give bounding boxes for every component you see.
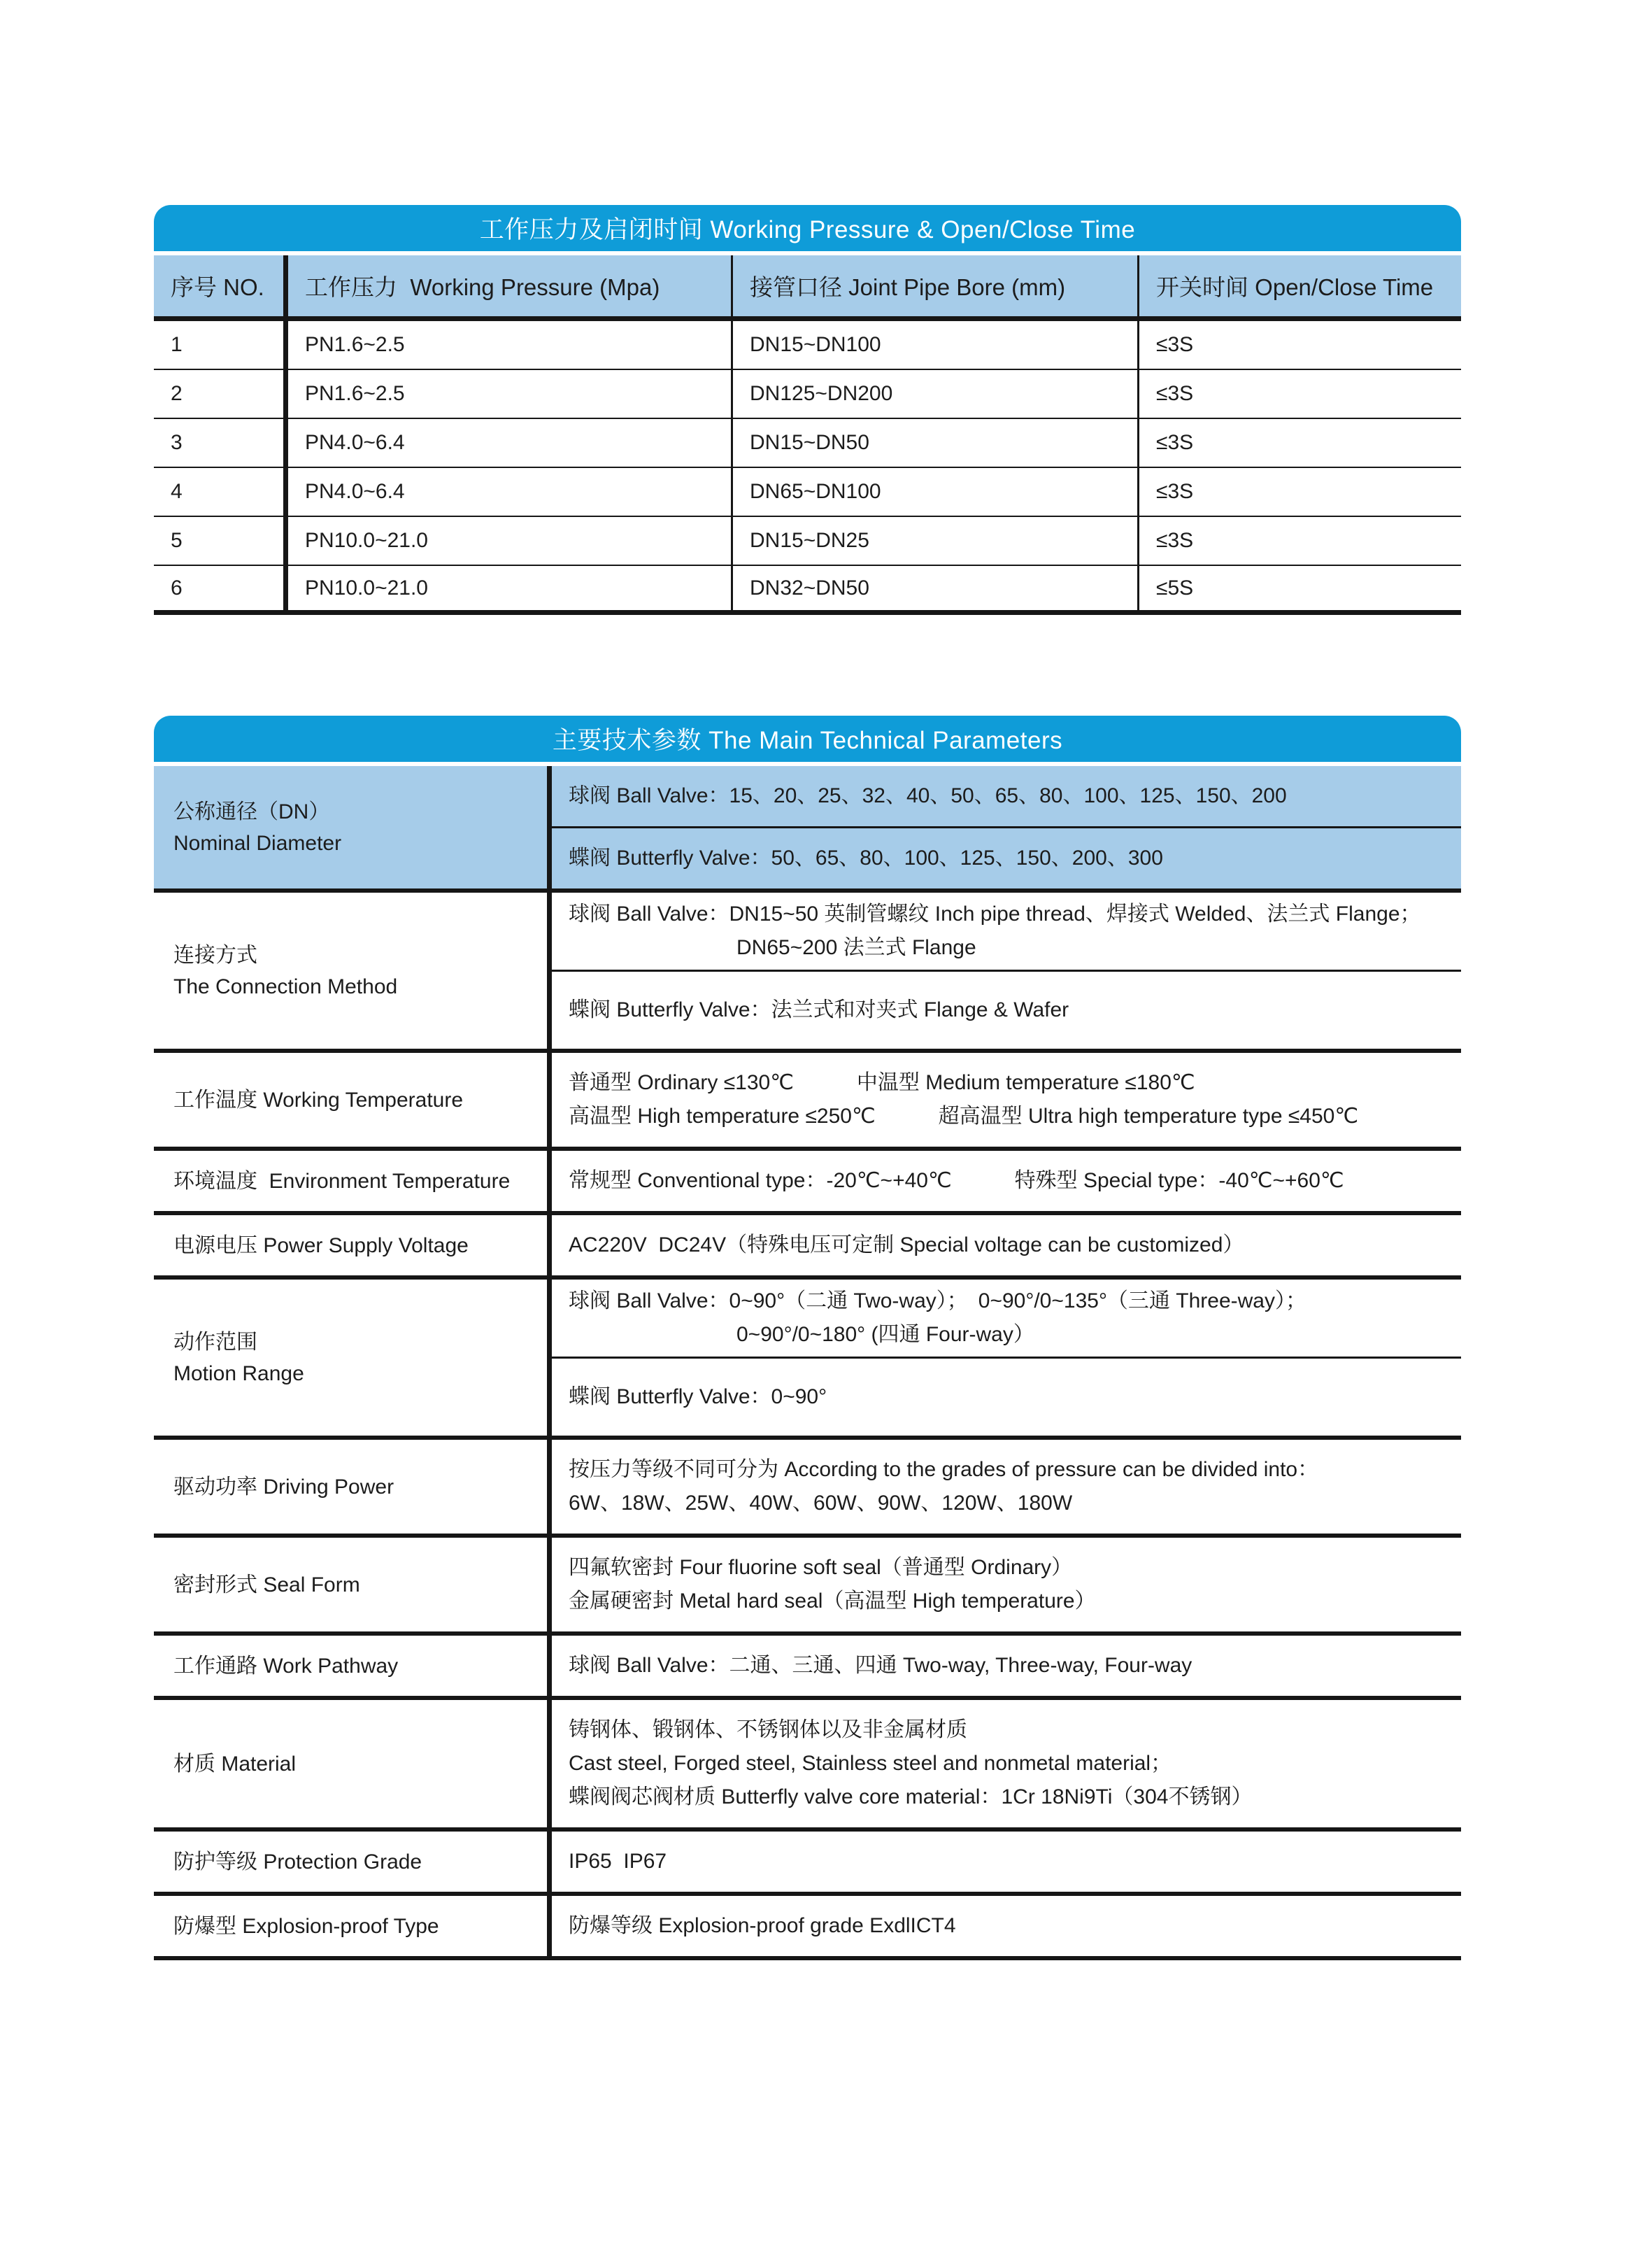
parameter-subcell bbox=[552, 1359, 1461, 1436]
table2-row bbox=[154, 1215, 1461, 1280]
table1-cell: ≤3S bbox=[1156, 480, 1194, 503]
table2-row bbox=[154, 1832, 1461, 1896]
table1-cell: ≤3S bbox=[1156, 333, 1194, 356]
table1-cell: 4 bbox=[154, 468, 288, 516]
parameter-label-line: 工作温度 Working Temperature bbox=[173, 1088, 464, 1112]
parameter-label bbox=[154, 1215, 552, 1275]
parameter-label-line: 环境温度 Environment Temperature bbox=[173, 1169, 511, 1193]
parameter-value bbox=[552, 766, 1461, 888]
table2-row bbox=[154, 766, 1461, 893]
table1-cell: PN1.6~2.5 bbox=[288, 321, 733, 369]
parameter-text-line: 普通型 Ordinary ≤130℃ 中温型 Medium temperature ≤180℃ bbox=[569, 1071, 1195, 1094]
table1-row bbox=[154, 419, 1461, 468]
parameter-label bbox=[154, 1440, 552, 1534]
table2-row bbox=[154, 1151, 1461, 1215]
parameter-text-line: 球阀 Ball Valve：DN15~50 英制管螺纹 Inch pipe thread、焊接式 Welded、法兰式 Flange； bbox=[569, 902, 1421, 926]
table1-header-row bbox=[154, 255, 1461, 321]
parameter-subcell bbox=[552, 1215, 1461, 1275]
table1-cell: 6 bbox=[154, 566, 288, 610]
table1-row bbox=[154, 468, 1461, 517]
parameter-subcell bbox=[552, 1832, 1461, 1892]
parameter-text-line: 球阀 Ball Valve：二通、三通、四通 Two-way, Three-way, Four-way bbox=[569, 1654, 1192, 1677]
parameter-text-line: 球阀 Ball Valve：15、20、25、32、40、50、65、80、100、125、150、200 bbox=[569, 784, 1287, 807]
parameter-subcell bbox=[552, 1440, 1461, 1534]
parameter-label-line: 连接方式 bbox=[173, 943, 257, 967]
parameter-text-line: 四氟软密封 Four fluorine soft seal（普通型 Ordinary） bbox=[569, 1556, 1073, 1579]
parameter-label-line: Motion Range bbox=[173, 1361, 304, 1385]
parameter-label-line: 防护等级 Protection Grade bbox=[173, 1850, 422, 1874]
working-pressure-table bbox=[154, 205, 1461, 615]
parameter-subcell bbox=[552, 1538, 1461, 1631]
table1-cell: PN4.0~6.4 bbox=[288, 468, 733, 516]
table1-body bbox=[154, 321, 1461, 615]
parameter-label bbox=[154, 1896, 552, 1956]
parameter-value bbox=[552, 1053, 1461, 1147]
parameter-label bbox=[154, 1636, 552, 1696]
parameter-subcell bbox=[552, 1053, 1461, 1147]
table1-row bbox=[154, 566, 1461, 615]
table1-cell: ≤3S bbox=[1156, 382, 1194, 405]
parameter-label-line: 动作范围 bbox=[173, 1330, 257, 1354]
parameter-text-line: 蝶阀 Butterfly Valve：法兰式和对夹式 Flange & Wafer bbox=[569, 998, 1069, 1021]
table1-cell: DN15~DN50 bbox=[733, 419, 1139, 467]
parameter-subcell bbox=[552, 1151, 1461, 1211]
table1-cell: DN15~DN100 bbox=[733, 321, 1139, 369]
parameter-text-line: IP65 IP67 bbox=[569, 1850, 667, 1873]
parameter-text-line: 常规型 Conventional type：-20℃~+40℃ 特殊型 Special type：-40℃~+60℃ bbox=[569, 1169, 1344, 1192]
parameter-text-line: 6W、18W、25W、40W、60W、90W、120W、180W bbox=[569, 1492, 1073, 1515]
parameter-label-line: 公称通径（DN） bbox=[173, 800, 330, 823]
parameter-label bbox=[154, 1832, 552, 1892]
table1-cell: 2 bbox=[154, 370, 288, 418]
parameter-label bbox=[154, 1151, 552, 1211]
parameter-label bbox=[154, 1053, 552, 1147]
parameter-subcell bbox=[552, 972, 1461, 1049]
parameter-text-line: 金属硬密封 Metal hard seal（高温型 High temperature） bbox=[569, 1589, 1096, 1613]
parameter-label bbox=[154, 1538, 552, 1631]
parameter-label-line: 工作通路 Work Pathway bbox=[173, 1654, 399, 1678]
table1-column-header-0: 序号 NO. bbox=[154, 255, 288, 316]
parameter-label-line: 驱动功率 Driving Power bbox=[173, 1475, 394, 1499]
parameter-subcell bbox=[552, 828, 1461, 888]
table1-cell: PN10.0~21.0 bbox=[288, 566, 733, 610]
parameter-label-line: 防爆型 Explosion-proof Type bbox=[173, 1914, 439, 1938]
parameter-value bbox=[552, 1538, 1461, 1631]
parameter-value bbox=[552, 1280, 1461, 1436]
parameter-text-line: 蝶阀 Butterfly Valve：0~90° bbox=[569, 1385, 827, 1408]
table1-cell: DN15~DN25 bbox=[733, 517, 1139, 565]
table2-row bbox=[154, 1636, 1461, 1700]
table1-cell: ≤3S bbox=[1156, 529, 1194, 552]
parameter-value bbox=[552, 1440, 1461, 1534]
table1-column-header-1: 工作压力 Working Pressure (Mpa) bbox=[288, 255, 733, 316]
table1-cell: DN125~DN200 bbox=[733, 370, 1139, 418]
parameter-text-line: 按压力等级不同可分为 According to the grades of pressure can be divided into： bbox=[569, 1458, 1319, 1481]
parameter-value bbox=[552, 1215, 1461, 1275]
parameter-label bbox=[154, 766, 552, 888]
parameter-text-line: 铸钢体、锻钢体、不锈钢体以及非金属材质 bbox=[569, 1718, 967, 1741]
parameter-subcell bbox=[552, 1280, 1461, 1359]
parameter-text-line: 高温型 High temperature ≤250℃ 超高温型 Ultra high temperature type ≤450℃ bbox=[569, 1105, 1359, 1128]
table2-row bbox=[154, 1538, 1461, 1636]
table1-cell: PN1.6~2.5 bbox=[288, 370, 733, 418]
table1-cell: ≤5S bbox=[1156, 576, 1194, 600]
technical-parameters-table bbox=[154, 716, 1461, 1960]
parameter-label bbox=[154, 1280, 552, 1436]
table2-row bbox=[154, 1280, 1461, 1440]
parameter-value bbox=[552, 1896, 1461, 1956]
table2-body bbox=[154, 766, 1461, 1960]
parameter-text-line: 蝶阀阀芯阀材质 Butterfly valve core material：1Cr 18Ni9Ti（304不锈钢） bbox=[569, 1785, 1253, 1808]
table1-cell: PN4.0~6.4 bbox=[288, 419, 733, 467]
table2-row bbox=[154, 893, 1461, 1053]
table1-title-bar: 工作压力及启闭时间 Working Pressure & Open/Close Time bbox=[154, 205, 1461, 251]
table1-row bbox=[154, 517, 1461, 566]
table2-row bbox=[154, 1700, 1461, 1832]
table1-row bbox=[154, 321, 1461, 370]
parameter-text-line: DN65~200 法兰式 Flange bbox=[736, 936, 976, 959]
parameter-label-line: The Connection Method bbox=[173, 975, 398, 998]
parameter-text-line: 球阀 Ball Valve：0~90°（二通 Two-way）； 0~90°/0~135°（三通 Three-way）； bbox=[569, 1289, 1306, 1312]
table2-row bbox=[154, 1896, 1461, 1960]
table1-cell: 1 bbox=[154, 321, 288, 369]
parameter-subcell bbox=[552, 893, 1461, 972]
parameter-subcell bbox=[552, 1636, 1461, 1696]
table2-row bbox=[154, 1440, 1461, 1538]
table2-row bbox=[154, 1053, 1461, 1151]
table1-cell: DN65~DN100 bbox=[733, 468, 1139, 516]
parameter-label bbox=[154, 893, 552, 1049]
table1-cell: ≤3S bbox=[1156, 431, 1194, 454]
table1-column-header-3: 开关时间 Open/Close Time bbox=[1156, 274, 1434, 300]
table1-cell: 5 bbox=[154, 517, 288, 565]
table1-column-header-2: 接管口径 Joint Pipe Bore (mm) bbox=[733, 255, 1139, 316]
parameter-value bbox=[552, 1700, 1461, 1827]
parameter-text-line: 蝶阀 Butterfly Valve：50、65、80、100、125、150、200、300 bbox=[569, 847, 1163, 870]
table1-cell: PN10.0~21.0 bbox=[288, 517, 733, 565]
parameter-subcell bbox=[552, 766, 1461, 828]
parameter-text-line: 防爆等级 Explosion-proof grade ExdlICT4 bbox=[569, 1914, 956, 1937]
parameter-subcell bbox=[552, 1700, 1461, 1827]
parameter-label-line: 电源电压 Power Supply Voltage bbox=[173, 1233, 469, 1257]
page-content bbox=[154, 205, 1461, 1960]
parameter-label-line: 密封形式 Seal Form bbox=[173, 1573, 360, 1596]
parameter-text-line: Cast steel, Forged steel, Stainless steel and nonmetal material； bbox=[569, 1752, 1172, 1775]
parameter-text-line: AC220V DC24V（特殊电压可定制 Special voltage can be customized） bbox=[569, 1233, 1244, 1256]
table1-row bbox=[154, 370, 1461, 419]
parameter-value bbox=[552, 893, 1461, 1049]
parameter-value bbox=[552, 1636, 1461, 1696]
parameter-value bbox=[552, 1832, 1461, 1892]
parameter-value bbox=[552, 1151, 1461, 1211]
parameter-label-line: 材质 Material bbox=[173, 1752, 297, 1776]
table2-title-bar: 主要技术参数 The Main Technical Parameters bbox=[154, 716, 1461, 762]
table1-cell: 3 bbox=[154, 419, 288, 467]
parameter-label-line: Nominal Diameter bbox=[173, 831, 342, 855]
parameter-text-line: 0~90°/0~180° (四通 Four-way） bbox=[736, 1323, 1034, 1346]
parameter-label bbox=[154, 1700, 552, 1827]
parameter-subcell bbox=[552, 1896, 1461, 1956]
table1-cell: DN32~DN50 bbox=[733, 566, 1139, 610]
